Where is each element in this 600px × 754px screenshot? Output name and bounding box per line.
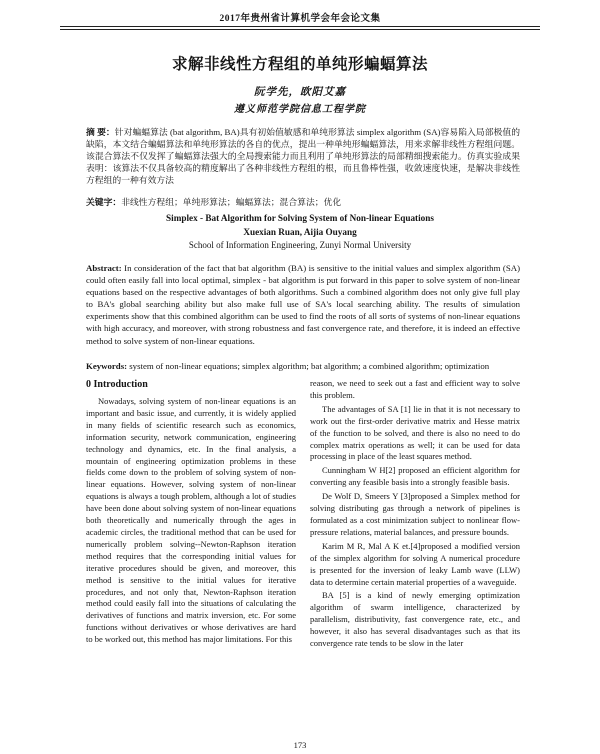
abstract-english bbox=[86, 262, 520, 347]
abstract-label-chinese: 摘 要： bbox=[86, 127, 115, 137]
keywords-text-english: system of non-linear equations; simplex algorithm; bat algorithm; a combined algorithm; optimization bbox=[129, 361, 490, 371]
header-rule-thin bbox=[60, 29, 540, 30]
left-column bbox=[86, 396, 296, 648]
affiliation-english: School of Information Engineering, Zunyi Normal University bbox=[188, 240, 412, 250]
paragraph: Karim M R, Mal A K et.[4]proposed a modified version of the simplex algorithm for solving A numerical procedure is presented for the inversion of leaky Lamb wave (LLW) data to determine certain material properties of a waveguide. bbox=[310, 540, 520, 587]
keywords-chinese bbox=[86, 196, 520, 208]
abstract-chinese bbox=[86, 126, 520, 186]
abstract-text-english: In consideration of the fact that bat algorithm (BA) is sensitive to the initial values and simplex algorithm (SA) could often easily fall into local optimal, simplex - bat algorithm is put forward in this paper to solve system of non-linear equations based on the respective advantages of both algorithms. Such a combined algorithm does not only give full play to BA's global searching ability but also make full use of SA's local searching ability. The results of simulation experiments show that this combined algorithm can be used to find the roots of all sorts of systems of non-linear equations with high accuracy, and moreover, with strong robustness and fast convergence rate, and therefore, it is indeed an effective method to solve system of non-linear equations. bbox=[86, 263, 521, 346]
paragraph: The advantages of SA [1] lie in that it is not necessary to work out the first-order derivative matrix and Hesse matrix of the function to be solved, and there is also no need to do complex matrix operations as well; it can be used for data processing in place of the least squares method. bbox=[310, 403, 520, 462]
keywords-english bbox=[86, 360, 520, 372]
running-head: 2017年贵州省计算机学会年会论文集 bbox=[219, 14, 381, 24]
paragraph: Cunningham W H[2] proposed an efficient algorithm for converting any feasible basis into a strongly feasible basis. bbox=[310, 465, 520, 488]
abstract-label-english: Abstract: bbox=[86, 263, 122, 273]
section-heading-introduction: 0 Introduction bbox=[86, 379, 148, 390]
header-rule bbox=[60, 26, 540, 27]
page-number: 173 bbox=[293, 740, 307, 750]
keywords-label-chinese: 关键字： bbox=[86, 197, 122, 207]
paragraph: BA [5] is a kind of newly emerging optimization algorithm of swarm intelligence, characterized by parallelism, distributivity, fast convergence rate, etc., and however, it also has several disadvantages such as that its convergence rate tends to be slow in the later bbox=[310, 590, 520, 649]
abstract-text-chinese: 针对蝙蝠算法 (bat algorithm, BA)具有初始值敏感和单纯形算法 simplex algorithm (SA)容易陷入局部极值的缺陷，本文结合蝙蝠算法和单纯形算法的各自的优点，提出一种单纯形蝙蝠算法，用来求解非线性方程组问题。该混合算法不仅发挥了蝙蝠算法强大的全局搜索能力而且利用了单纯形算法的局部精细搜索能力。仿真实验成果表明：该算法不仅具备较高的精度解出了各种非线性方程组的根，而且鲁棒性强，收敛速度快速，是解决非线性方程组的一种有效方法 bbox=[86, 127, 520, 186]
title-english: Simplex - Bat Algorithm for Solving System of Non-linear Equations bbox=[166, 213, 434, 223]
paragraph: De Wolf D, Smeers Y [3]proposed a Simplex method for solving distributing gas through a network of pipelines is formulated as a cost minimization subject to nonlinear flow-pressure relations, material balances, and pressure bounds. bbox=[310, 491, 520, 537]
keywords-label-english: Keywords: bbox=[86, 361, 128, 371]
right-column bbox=[310, 378, 520, 652]
affiliation-chinese: 遵义师范学院信息工程学院 bbox=[234, 104, 366, 115]
authors-chinese: 阮学先，欧阳艾嘉 bbox=[254, 87, 346, 98]
keywords-text-chinese: 非线性方程组；单纯形算法；蝙蝠算法；混合算法；优化 bbox=[121, 197, 342, 207]
paragraph: reason, we need to seek out a fast and efficient way to solve this problem. bbox=[310, 378, 520, 400]
paragraph: Nowadays, solving system of non-linear equations is an important and basic issue, and currently, it is widely applied in many fields of scientific research such as economics, information security, network communication, engineering technology and dynamics, etc. In the final analysis, a mountain of engineering optimization problems in these fields come down to the problem of solving system of non-linear equations. However, solving system of non-linear equations is always a tough problem, although a lot of studies have been done about solving system of non-linear equations both theoretically and numerically through the ages in academic circles, the traditional method that can be used for numerically problem solving--Newton-Raphson iteration method requires that the corresponding initial values for iterative procedures should be given, and moreover, this method is sensitive to the initial values for iterative procedures, and not only that, Newton-Raphson iteration method could easily fall into the situations of calculating the derivatives of functions and matrix inversion, etc. For some functions without derivatives or whose derivatives are hard to be worked out, this method has major limitations. For this bbox=[86, 396, 296, 645]
title-chinese: 求解非线性方程组的单纯形蝙蝠算法 bbox=[171, 56, 428, 73]
authors-english: Xuexian Ruan, Aijia Ouyang bbox=[243, 227, 357, 237]
